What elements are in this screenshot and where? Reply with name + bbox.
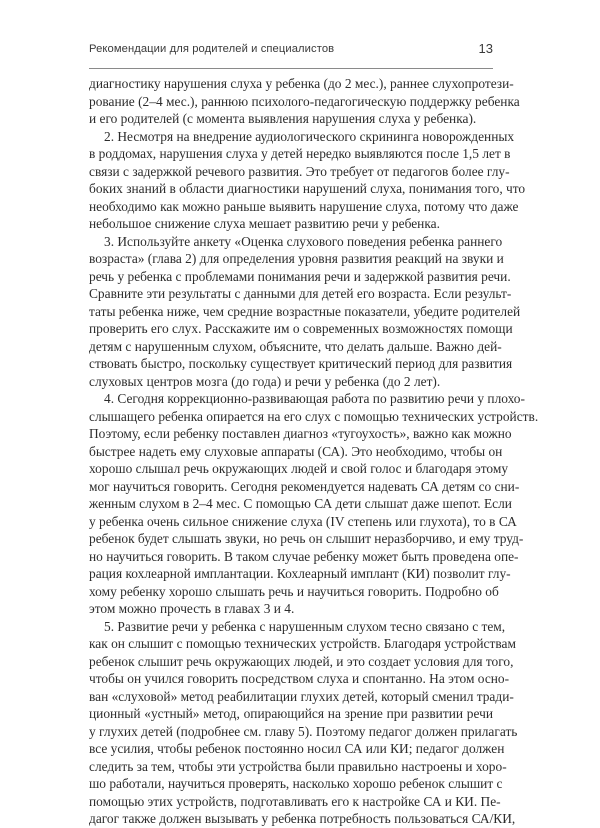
running-head <box>89 38 493 69</box>
text-line: следить за тем, чтобы эти устройства были правильно настроены и хоро- <box>89 758 507 774</box>
text-line: диагностику нарушения слуха у ребенка (до 2 мес.), раннее слухопротези- <box>89 76 514 91</box>
text-line: и его родителей (с момента выявления нарушения слуха у ребенка). <box>89 111 477 126</box>
text-line: рация кохлеарной имплантации. Кохлеарный имплант (КИ) позволит глу- <box>89 566 511 581</box>
text-line: слуховых центров мозга (до года) и речи у ребенка (до 2 лет). <box>89 373 441 389</box>
text-line: боких знаний в области диагностики нарушений слуха, понимания того, что <box>89 181 526 196</box>
text-line: небольшое снижение слуха мешает развитию речи у ребенка. <box>89 216 440 231</box>
text-line: 3. Используйте анкету «Оценка слухового поведения ребенка раннего <box>104 233 503 249</box>
text-line: проверить его слух. Расскажите им о современных возможностях помощи <box>89 321 513 336</box>
text-line: быстрее надеть ему слуховые аппараты (СА). Это необходимо, чтобы он <box>89 443 503 459</box>
text-line: связи с задержкой речевого развития. Это требует от педагогов более глу- <box>89 163 510 179</box>
text-line: шо работали, научиться проверять, насколько хорошо ребенок слышит с <box>89 776 503 791</box>
text-line: ствовать быстро, поскольку существует критический период для развития <box>89 356 513 371</box>
text-line: помощью этих устройств, подготавливать его к настройке СА и КИ. Пе- <box>89 793 501 809</box>
page-number: 13 <box>478 41 493 56</box>
text-line: но научиться говорить. В таком случае ребенку может быть проведена опе- <box>89 548 519 564</box>
text-line: хому ребенку хорошо слышать речь и научиться говорить. Подробно об <box>89 583 499 599</box>
text-line: хорошо слышал речь окружающих людей и свой голос и благодаря этому <box>89 461 509 476</box>
text-line: 4. Сегодня коррекционно-развивающая работа по развитию речи у плохо- <box>104 391 525 406</box>
text-line: речь у ребенка с проблемами понимания речи и задержкой развития речи. <box>89 268 511 284</box>
text-line: как он слышит с помощью технических устройств. Благодаря устройствам <box>89 636 516 651</box>
text-line: 2. Несмотря на внедрение аудиологического скрининга новорожденных <box>104 128 515 144</box>
running-head-title: Рекомендации для родителей и специалистов <box>89 43 335 55</box>
text-line: в роддомах, нарушения слуха у детей нередко выявляются после 1,5 лет в <box>89 146 511 161</box>
text-line: слышащего ребенка опирается на его слух с помощью технических устройств. <box>89 408 539 424</box>
text-line: дагог также должен вызывать у ребенка потребность пользоваться СА/КИ, <box>89 811 516 826</box>
text-line: у глухих детей (подробнее см. главу 5). Поэтому педагог должен прилагать <box>89 723 518 739</box>
text-line: чтобы он учился говорить посредством слуха и спонтанно. На этом осно- <box>89 671 510 686</box>
text-line: необходимо как можно раньше выявить нарушение слуха, потому что даже <box>89 198 519 214</box>
text-line: Сравните эти результаты с данными для детей его возраста. Если результ- <box>89 286 512 301</box>
text-line: этом можно прочесть в главах 3 и 4. <box>89 601 295 616</box>
text-line: ционный «устный» метод, опирающийся на зрение при развитии речи <box>89 706 493 721</box>
text-line: возраста» (глава 2) для определения уровня развития реакций на звуки и <box>89 251 504 266</box>
text-line: женным слухом в 2–4 мес. С помощью СА дети слышат даже шепот. Если <box>89 496 512 511</box>
text-line: у ребенка очень сильное снижение слуха (IV степень или глухота), то в СА <box>89 513 517 529</box>
text-line: 5. Развитие речи у ребенка с нарушенным слухом тесно связано с тем, <box>104 618 506 634</box>
text-line: детям с нарушенным слухом, объясните, что делать дальше. Важно дей- <box>89 338 502 354</box>
text-line: Поэтому, если ребенку поставлен диагноз «тугоухость», важно как можно <box>89 426 512 441</box>
body-text <box>89 75 539 828</box>
text-line: все усилия, чтобы ребенок постоянно носил СА или КИ; педагог должен <box>89 741 505 756</box>
text-line: ребенок слышит речь окружающих людей, и это создает условия для того, <box>89 653 514 669</box>
text-line: ребенок будет слышать звуки, но речь он слышит неразборчиво, и ему труд- <box>89 531 524 546</box>
text-line: мог научиться говорить. Сегодня рекомендуется надевать СА детям со сни- <box>89 478 520 494</box>
text-line: ван «слуховой» метод реабилитации глухих детей, который сменил тради- <box>89 688 514 704</box>
text-line: рование (2–4 мес.), раннюю психолого-педагогическую поддержку ребенка <box>89 93 520 109</box>
text-line: таты ребенка ниже, чем средние возрастные показатели, убедите родителей <box>89 303 521 319</box>
